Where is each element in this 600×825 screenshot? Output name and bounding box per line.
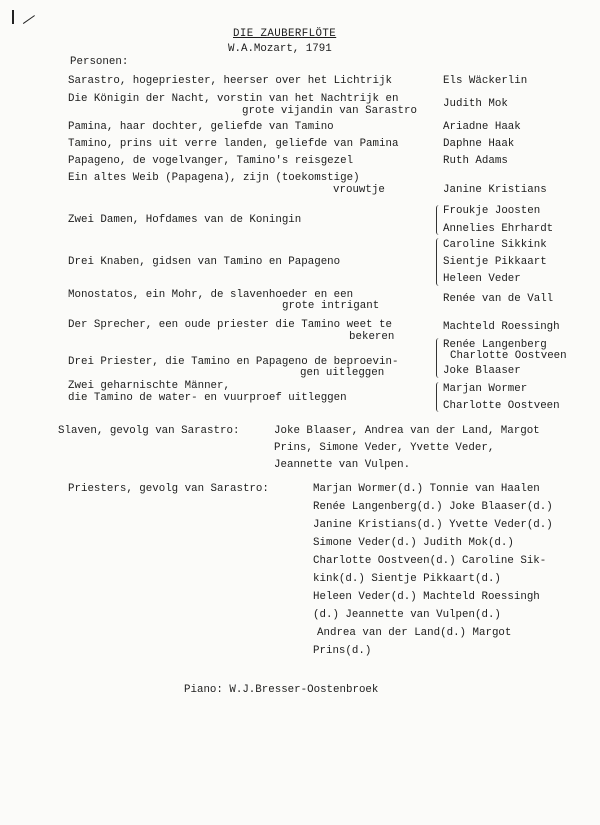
priesters-names: Marjan Wormer(d.) Tonnie van Haalen bbox=[313, 483, 540, 495]
slaven-names: Jeannette van Vulpen. bbox=[274, 459, 411, 471]
priesters-names: Heleen Veder(d.) Machteld Roessingh bbox=[313, 591, 540, 603]
role-cast: Renée van de Vall bbox=[443, 293, 554, 305]
role-cast: Renée Langenberg bbox=[443, 339, 547, 351]
slaven-names: Joke Blaaser, Andrea van der Land, Margot bbox=[274, 425, 540, 437]
personen-label: Personen: bbox=[70, 56, 129, 68]
priesters-names: Andrea van der Land(d.) Margot bbox=[317, 627, 512, 639]
slaven-label: Slaven, gevolg van Sarastro: bbox=[58, 425, 240, 437]
role-description: bekeren bbox=[349, 331, 395, 343]
cast-brace bbox=[436, 238, 440, 286]
role-description: Der Sprecher, een oude priester die Tamino weet te bbox=[68, 319, 392, 331]
role-description: die Tamino de water- en vuurproef uitleggen bbox=[68, 392, 347, 404]
role-description: Drei Knaben, gidsen van Tamino en Papageno bbox=[68, 256, 341, 268]
role-cast: Els Wäckerlin bbox=[443, 75, 528, 87]
role-description: grote intrigant bbox=[282, 300, 380, 312]
role-description: Monostatos, ein Mohr, de slavenhoeder en een bbox=[68, 289, 354, 301]
role-description: vrouwtje bbox=[333, 184, 385, 196]
page-title: DIE ZAUBERFLÖTE bbox=[233, 28, 337, 40]
role-cast: Joke Blaaser bbox=[443, 365, 521, 377]
role-description: Ein altes Weib (Papagena), zijn (toekomstige) bbox=[68, 172, 360, 184]
priesters-names: Janine Kristians(d.) Yvette Veder(d.) bbox=[313, 519, 553, 531]
role-description: gen uitleggen bbox=[300, 367, 385, 379]
role-cast: Froukje Joosten bbox=[443, 205, 541, 217]
role-description: grote vijandin van Sarastro bbox=[242, 105, 417, 117]
role-description: Drei Priester, die Tamino en Papageno de beproevin- bbox=[68, 356, 399, 368]
page-subtitle: W.A.Mozart, 1791 bbox=[228, 43, 332, 55]
priesters-names: kink(d.) Sientje Pikkaart(d.) bbox=[313, 573, 501, 585]
priesters-label: Priesters, gevolg van Sarastro: bbox=[68, 483, 269, 495]
pen-mark bbox=[12, 10, 14, 24]
role-description: Zwei geharnischte Männer, bbox=[68, 380, 230, 392]
cast-brace bbox=[436, 338, 440, 378]
role-cast: Ruth Adams bbox=[443, 155, 508, 167]
piano-credit: Piano: W.J.Bresser-Oostenbroek bbox=[184, 684, 379, 696]
priesters-names: Charlotte Oostveen(d.) Caroline Sik- bbox=[313, 555, 547, 567]
role-cast: Machteld Roessingh bbox=[443, 321, 560, 333]
priesters-names: (d.) Jeannette van Vulpen(d.) bbox=[313, 609, 501, 621]
role-description: Zwei Damen, Hofdames van de Koningin bbox=[68, 214, 302, 226]
role-description: Papageno, de vogelvanger, Tamino's reisgezel bbox=[68, 155, 354, 167]
pen-mark bbox=[23, 15, 35, 24]
priesters-names: Simone Veder(d.) Judith Mok(d.) bbox=[313, 537, 514, 549]
role-cast: Janine Kristians bbox=[443, 184, 547, 196]
role-cast: Heleen Veder bbox=[443, 273, 521, 285]
slaven-names: Prins, Simone Veder, Yvette Veder, bbox=[274, 442, 495, 454]
role-cast: Sientje Pikkaart bbox=[443, 256, 547, 268]
role-cast: Judith Mok bbox=[443, 98, 508, 110]
role-cast: Marjan Wormer bbox=[443, 383, 528, 395]
priesters-names: Prins(d.) bbox=[313, 645, 372, 657]
role-description: Pamina, haar dochter, geliefde van Tamino bbox=[68, 121, 334, 133]
role-description: Tamino, prins uit verre landen, geliefde van Pamina bbox=[68, 138, 399, 150]
priesters-names: Renée Langenberg(d.) Joke Blaaser(d.) bbox=[313, 501, 553, 513]
role-cast: Annelies Ehrhardt bbox=[443, 223, 554, 235]
cast-brace bbox=[436, 205, 440, 235]
role-cast: Daphne Haak bbox=[443, 138, 515, 150]
role-description: Sarastro, hogepriester, heerser over het Lichtrijk bbox=[68, 75, 392, 87]
role-cast: Charlotte Oostveen bbox=[443, 400, 560, 412]
cast-brace bbox=[436, 382, 440, 412]
role-description: Die Königin der Nacht, vorstin van het Nachtrijk en bbox=[68, 93, 399, 105]
role-cast: Caroline Sikkink bbox=[443, 239, 547, 251]
role-cast: Charlotte Oostveen bbox=[450, 350, 567, 362]
role-cast: Ariadne Haak bbox=[443, 121, 521, 133]
